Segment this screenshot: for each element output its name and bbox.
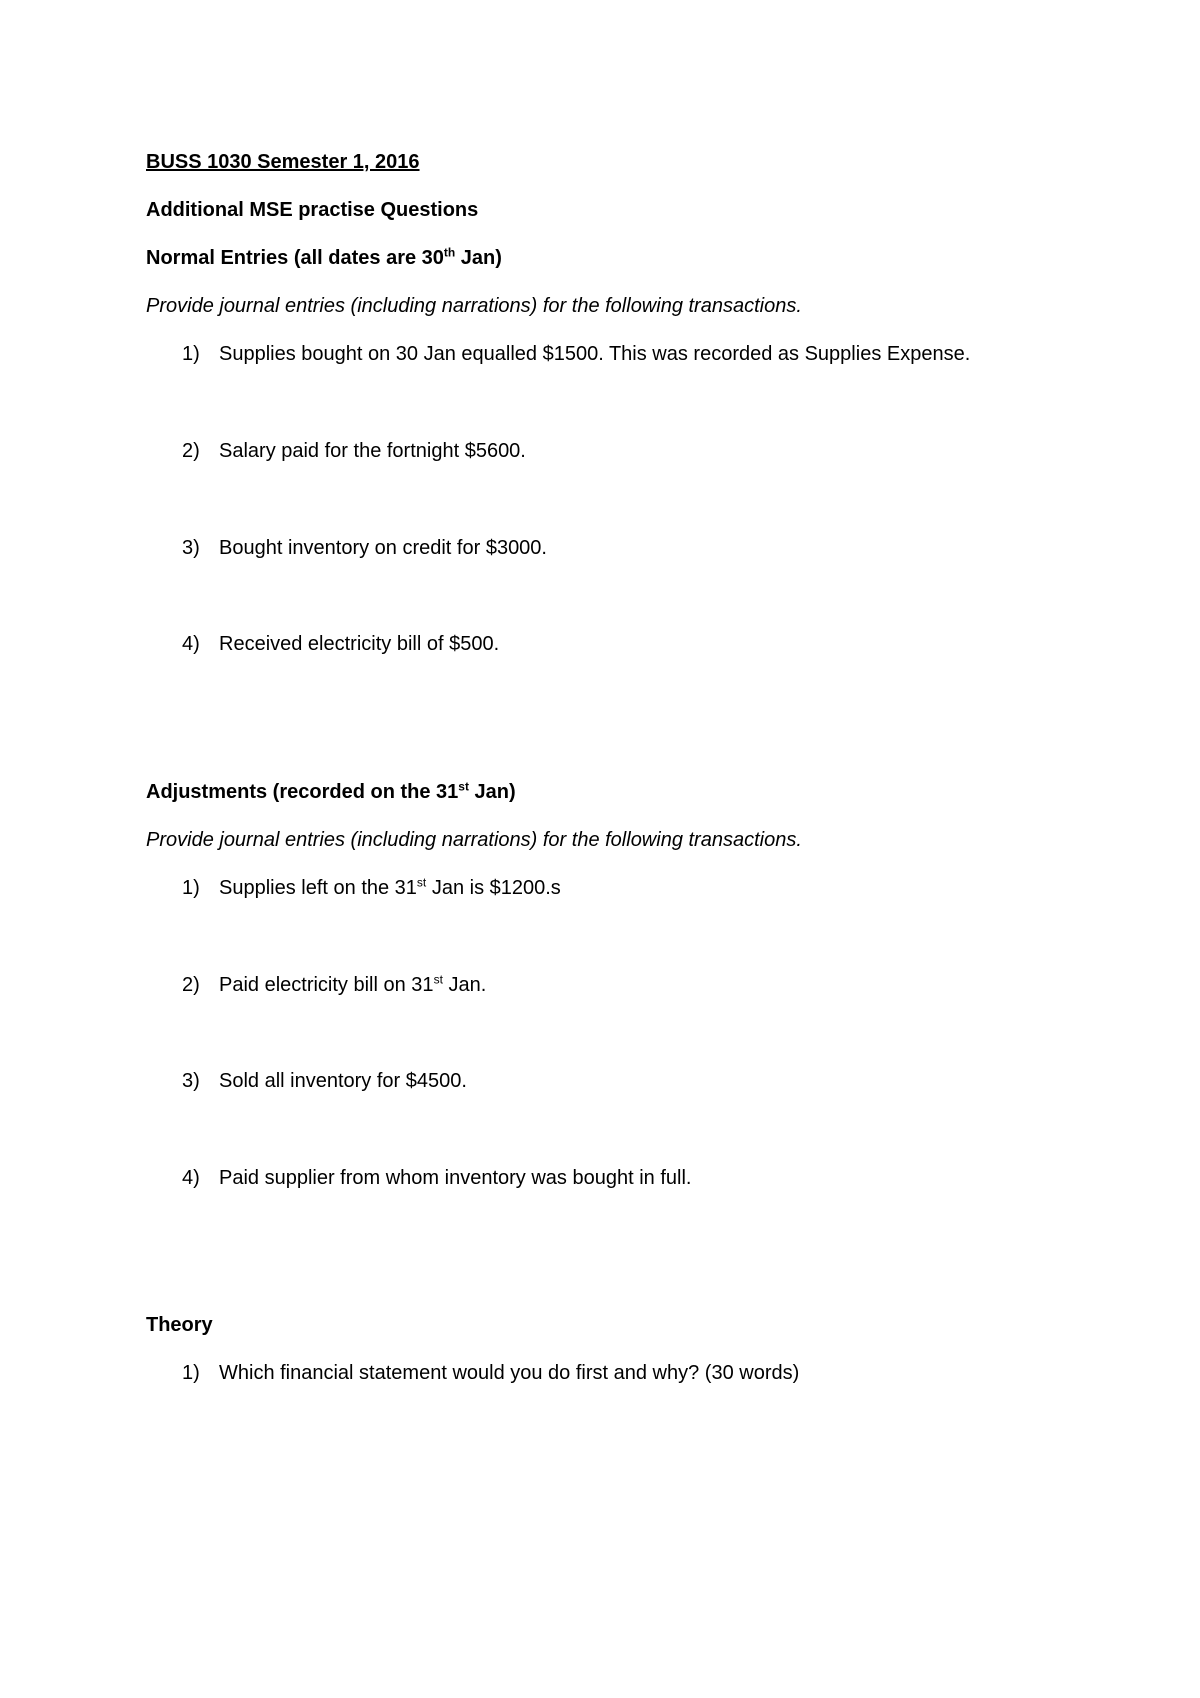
list-item-superscript: st bbox=[433, 972, 443, 987]
document-subtitle: Additional MSE practise Questions bbox=[146, 199, 479, 221]
heading-text-end: Jan) bbox=[455, 247, 502, 269]
list-item-number: 3) bbox=[182, 537, 200, 559]
list-item-text bbox=[219, 876, 561, 900]
heading-text: Normal Entries (all dates are 30 bbox=[146, 247, 444, 269]
list-item-text-part: Paid electricity bill on 31 bbox=[219, 974, 434, 996]
list-item-text-part: Supplies left on the 31 bbox=[219, 877, 417, 899]
list-item-number: 4) bbox=[182, 1167, 200, 1189]
section-instruction: Provide journal entries (including narrations) for the following transactions. bbox=[146, 295, 802, 317]
list-item-text-part: Jan. bbox=[442, 974, 487, 996]
list-item-text: Salary paid for the fortnight $5600. bbox=[219, 440, 526, 462]
list-item-number: 1) bbox=[182, 343, 200, 365]
list-item-text: Sold all inventory for $4500. bbox=[219, 1070, 467, 1092]
list-item-number: 2) bbox=[182, 440, 200, 462]
list-item-text: Bought inventory on credit for $3000. bbox=[219, 537, 547, 559]
section-heading-normal-entries bbox=[146, 246, 502, 270]
list-item-text: Supplies bought on 30 Jan equalled $1500. This was recorded as Supplies Expense. bbox=[219, 343, 971, 365]
list-item-text: Received electricity bill of $500. bbox=[219, 633, 500, 655]
heading-text-end: Jan) bbox=[468, 781, 516, 803]
list-item-text bbox=[219, 973, 486, 997]
list-item-number: 2) bbox=[182, 974, 200, 996]
list-item-number: 1) bbox=[182, 1362, 200, 1384]
document-title: BUSS 1030 Semester 1, 2016 bbox=[146, 151, 420, 173]
heading-superscript: th bbox=[443, 245, 456, 260]
list-item-text: Which financial statement would you do first and why? (30 words) bbox=[219, 1362, 800, 1384]
list-item-text: Paid supplier from whom inventory was bought in full. bbox=[219, 1167, 692, 1189]
list-item-superscript: st bbox=[416, 875, 427, 890]
list-item-number: 4) bbox=[182, 633, 200, 655]
list-item-number: 1) bbox=[182, 877, 200, 899]
section-heading-adjustments bbox=[146, 780, 516, 804]
list-item-text-part: Jan is $1200.s bbox=[426, 877, 561, 899]
heading-text: Adjustments (recorded on the 31 bbox=[146, 781, 459, 803]
list-item-number: 3) bbox=[182, 1070, 200, 1092]
section-instruction: Provide journal entries (including narrations) for the following transactions. bbox=[146, 829, 802, 851]
section-heading-theory: Theory bbox=[146, 1314, 213, 1336]
heading-superscript: st bbox=[458, 779, 469, 794]
